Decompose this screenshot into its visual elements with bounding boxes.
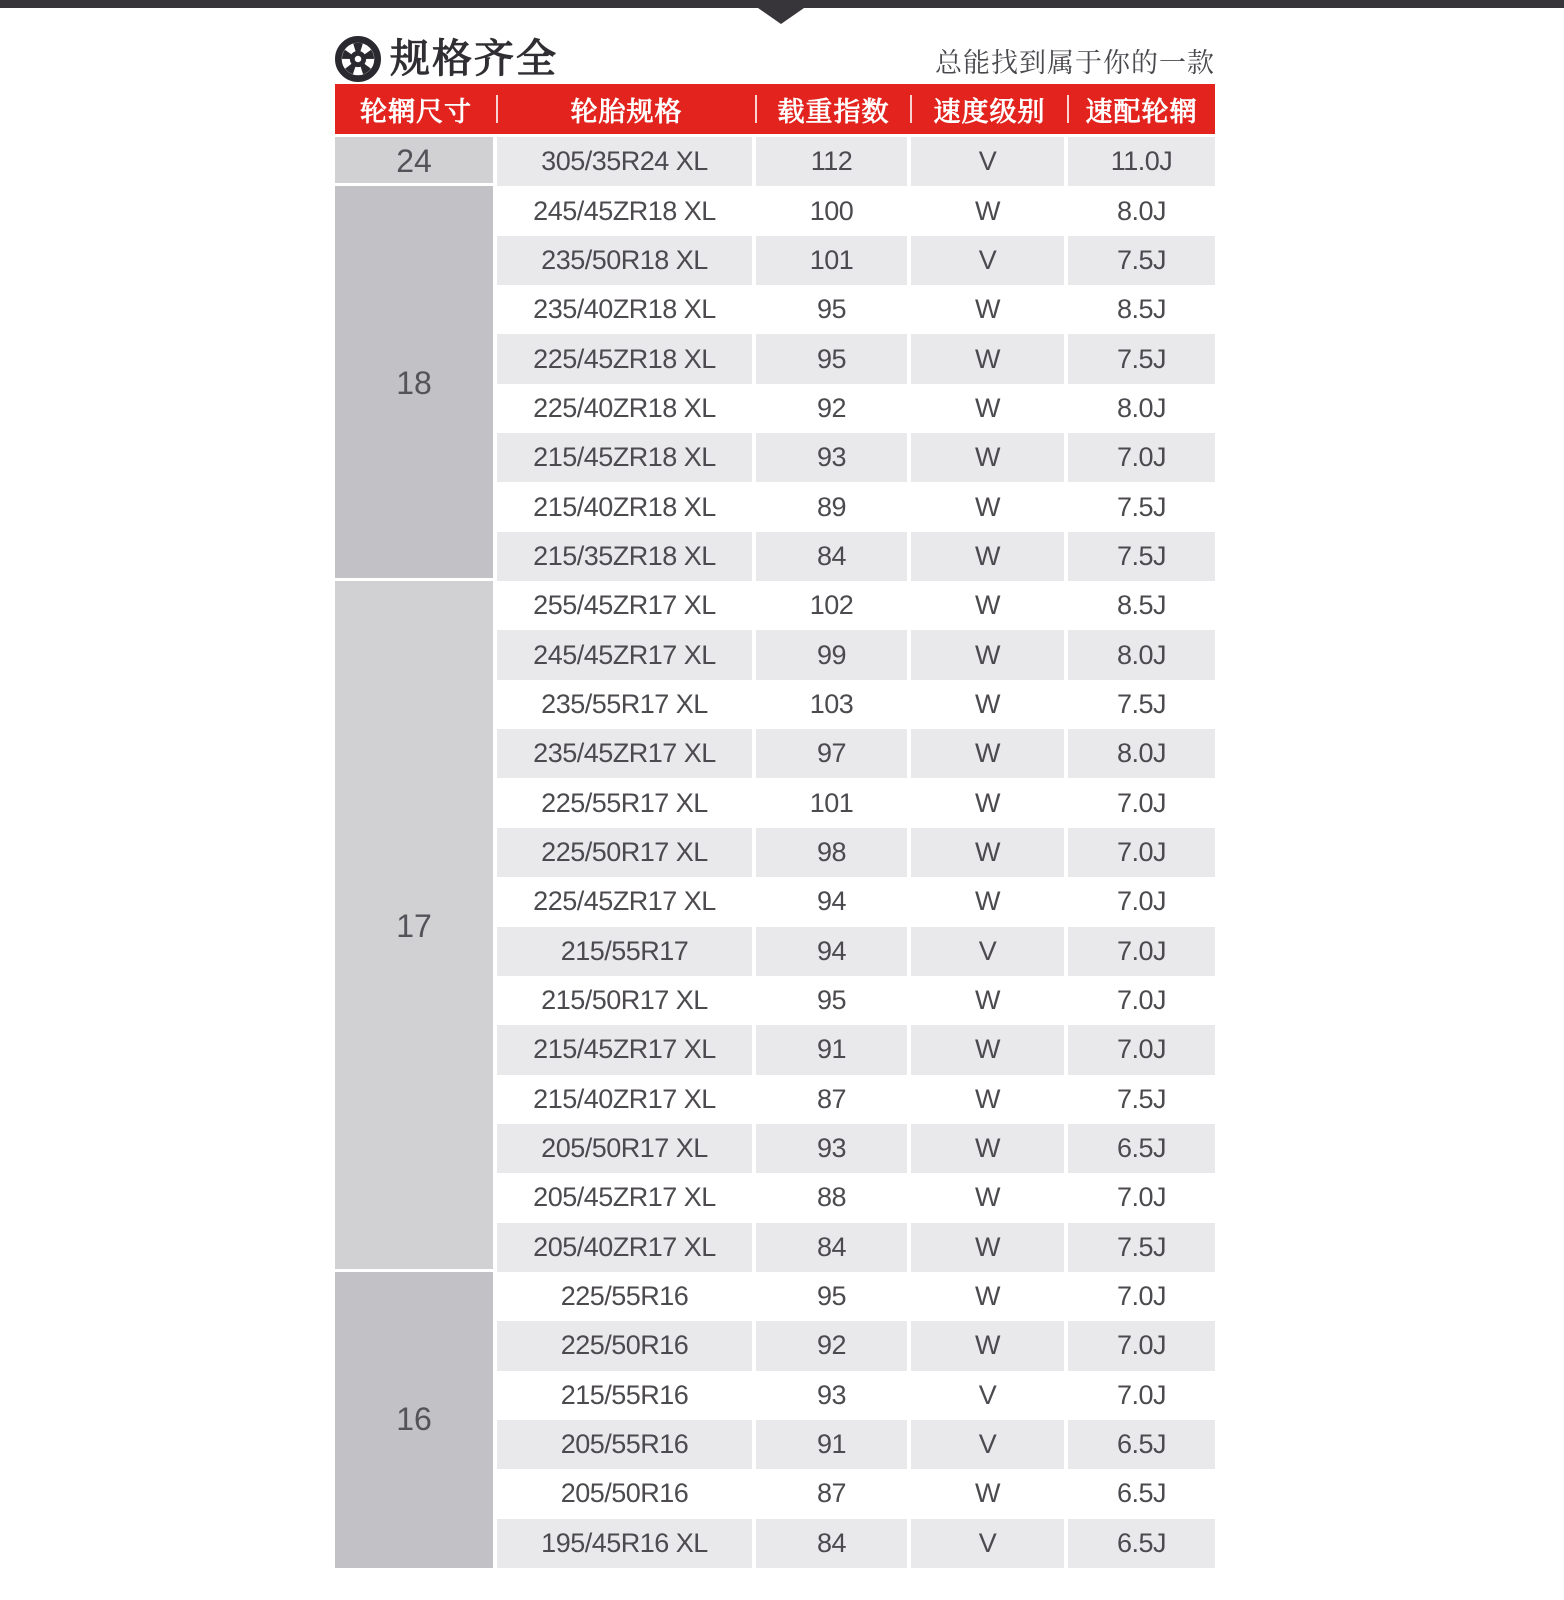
rim-width-cell: 7.0J [1068,1272,1215,1321]
rim-width-cell: 7.5J [1068,334,1215,383]
load-index-cell: 92 [756,384,907,433]
spec-cell: 205/45ZR17 XL [497,1173,752,1222]
section-title-row [335,30,1215,82]
load-index-cell: 101 [756,236,907,285]
rim-width-cell: 7.0J [1068,976,1215,1025]
speed-rating-cell: W [911,186,1064,235]
load-index-cell: 97 [756,729,907,778]
speed-rating-cell: W [911,630,1064,679]
speed-rating-cell: W [911,1223,1064,1272]
load-index-cell: 100 [756,186,907,235]
col-header-rim-size: 轮辋尺寸 [360,96,472,127]
speed-rating-cell: W [911,532,1064,581]
section-title-group [335,36,558,82]
rim-width-cell: 7.5J [1068,532,1215,581]
spec-cell: 205/50R17 XL [497,1124,752,1173]
spec-cell: 245/45ZR17 XL [497,630,752,679]
rim-width-cell: 7.5J [1068,236,1215,285]
spec-cell: 225/45ZR17 XL [497,877,752,926]
rim-width-cell: 7.0J [1068,877,1215,926]
rim-width-cell: 7.0J [1068,433,1215,482]
speed-rating-cell: V [911,1519,1064,1568]
speed-rating-cell: W [911,334,1064,383]
load-index-cell: 87 [756,1075,907,1124]
spec-cell: 305/35R24 XL [497,137,752,186]
spec-cell: 235/45ZR17 XL [497,729,752,778]
speed-rating-cell: W [911,680,1064,729]
spec-section [335,30,1215,1568]
load-index-cell: 84 [756,532,907,581]
load-index-cell: 95 [756,334,907,383]
speed-rating-cell: W [911,1321,1064,1370]
rim-width-cell: 6.5J [1068,1469,1215,1518]
spec-cell: 215/40ZR18 XL [497,482,752,531]
load-index-cell: 91 [756,1420,907,1469]
spec-cell: 195/45R16 XL [497,1519,752,1568]
rim-width-cell: 7.5J [1068,1075,1215,1124]
load-index-cell: 95 [756,285,907,334]
spec-cell: 245/45ZR18 XL [497,186,752,235]
speed-rating-cell: W [911,433,1064,482]
speed-rating-cell: W [911,581,1064,630]
header-divider [496,95,498,123]
load-index-cell: 112 [756,137,907,186]
speed-rating-cell: V [911,137,1064,186]
speed-rating-cell: W [911,877,1064,926]
header-divider [755,95,757,123]
speed-rating-cell: W [911,1124,1064,1173]
header-divider [1067,95,1069,123]
load-index-cell: 94 [756,927,907,976]
load-index-cell: 87 [756,1469,907,1518]
col-header-rim-width: 速配轮辋 [1085,96,1198,127]
top-banner-pointer-icon [758,8,804,24]
spec-cell: 205/40ZR17 XL [497,1223,752,1272]
rim-width-cell: 7.5J [1068,1223,1215,1272]
speed-rating-cell: W [911,1272,1064,1321]
spec-cell: 235/40ZR18 XL [497,285,752,334]
rim-width-cell: 7.0J [1068,1173,1215,1222]
header-divider [910,95,912,123]
spec-cell: 205/50R16 [497,1469,752,1518]
load-index-cell: 99 [756,630,907,679]
group-cell-18: 18 [335,186,493,581]
spec-cell: 225/55R16 [497,1272,752,1321]
spec-cell: 215/35ZR18 XL [497,532,752,581]
speed-rating-cell: V [911,236,1064,285]
section-subtitle: 总能找到属于你的一款 [935,48,1215,78]
rim-width-cell: 7.0J [1068,828,1215,877]
load-index-cell: 95 [756,976,907,1025]
load-index-cell: 98 [756,828,907,877]
speed-rating-cell: V [911,927,1064,976]
spec-cell: 225/45ZR18 XL [497,334,752,383]
rim-width-cell: 7.0J [1068,1371,1215,1420]
spec-table-header [335,84,1215,134]
speed-rating-cell: W [911,482,1064,531]
load-index-cell: 95 [756,1272,907,1321]
spec-cell: 215/45ZR17 XL [497,1025,752,1074]
rim-width-cell: 8.5J [1068,285,1215,334]
speed-rating-cell: W [911,1075,1064,1124]
load-index-cell: 101 [756,778,907,827]
section-title: 规格齐全 [390,37,558,81]
speed-rating-cell: W [911,828,1064,877]
rim-width-cell: 7.5J [1068,680,1215,729]
rim-width-cell: 6.5J [1068,1124,1215,1173]
speed-rating-cell: W [911,384,1064,433]
speed-rating-cell: W [911,976,1064,1025]
rim-width-cell: 8.0J [1068,630,1215,679]
spec-cell: 225/40ZR18 XL [497,384,752,433]
load-index-cell: 89 [756,482,907,531]
spec-cell: 215/55R16 [497,1371,752,1420]
spec-cell: 215/50R17 XL [497,976,752,1025]
load-index-cell: 92 [756,1321,907,1370]
spec-table-body [335,137,1215,1568]
spec-cell: 225/50R16 [497,1321,752,1370]
load-index-cell: 93 [756,433,907,482]
rim-width-cell: 8.0J [1068,729,1215,778]
spec-cell: 215/45ZR18 XL [497,433,752,482]
load-index-cell: 94 [756,877,907,926]
rim-width-cell: 7.5J [1068,482,1215,531]
rim-width-cell: 8.5J [1068,581,1215,630]
load-index-cell: 88 [756,1173,907,1222]
spec-cell: 235/50R18 XL [497,236,752,285]
speed-rating-cell: W [911,1025,1064,1074]
speed-rating-cell: V [911,1420,1064,1469]
group-cell-24: 24 [335,137,493,186]
speed-rating-cell: W [911,1469,1064,1518]
load-index-cell: 102 [756,581,907,630]
spec-cell: 215/55R17 [497,927,752,976]
load-index-cell: 84 [756,1223,907,1272]
spec-cell: 225/50R17 XL [497,828,752,877]
wheel-icon [335,36,381,82]
speed-rating-cell: W [911,729,1064,778]
group-cell-17: 17 [335,581,493,1272]
rim-width-cell: 7.0J [1068,927,1215,976]
group-cell-16: 16 [335,1272,493,1568]
rim-width-cell: 7.0J [1068,778,1215,827]
rim-width-cell: 11.0J [1068,137,1215,186]
speed-rating-cell: W [911,285,1064,334]
top-banner-bar [0,0,1564,8]
rim-width-cell: 8.0J [1068,186,1215,235]
rim-width-cell: 6.5J [1068,1420,1215,1469]
spec-cell: 225/55R17 XL [497,778,752,827]
speed-rating-cell: W [911,778,1064,827]
load-index-cell: 84 [756,1519,907,1568]
col-header-speed-rating: 速度级别 [933,96,1046,127]
spec-cell: 205/55R16 [497,1420,752,1469]
spec-cell: 235/55R17 XL [497,680,752,729]
speed-rating-cell: V [911,1371,1064,1420]
rim-width-cell: 6.5J [1068,1519,1215,1568]
load-index-cell: 93 [756,1371,907,1420]
speed-rating-cell: W [911,1173,1064,1222]
rim-width-cell: 8.0J [1068,384,1215,433]
spec-cell: 255/45ZR17 XL [497,581,752,630]
rim-width-cell: 7.0J [1068,1321,1215,1370]
col-header-tire-spec: 轮胎规格 [570,96,683,127]
load-index-cell: 91 [756,1025,907,1074]
rim-width-cell: 7.0J [1068,1025,1215,1074]
spec-cell: 215/40ZR17 XL [497,1075,752,1124]
load-index-cell: 93 [756,1124,907,1173]
load-index-cell: 103 [756,680,907,729]
col-header-load-index: 载重指数 [777,96,890,127]
